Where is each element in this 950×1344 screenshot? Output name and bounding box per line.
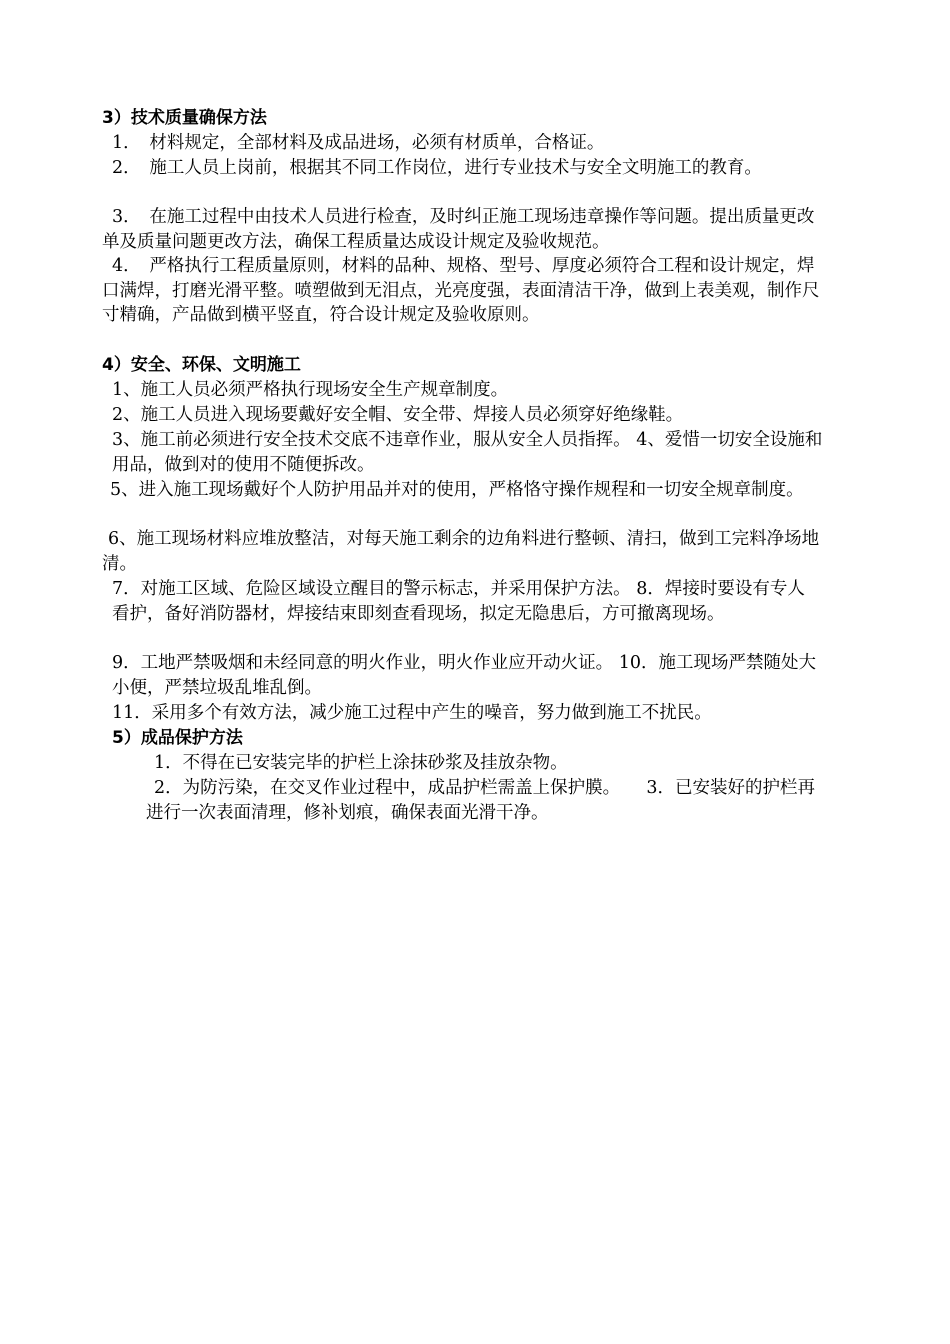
section-4-item-1: 1、施工人员必须严格执行现场安全生产规章制度。 (112, 380, 509, 400)
section-3-item-4: 4． 严格执行工程质量原则，材料的品种、规格、型号、厚度必须符合工程和设计规定，焊口满焊，打磨光滑平整。喷塑做到无泪点，光亮度强，表面清洁干净，做到上表美观，制作尺寸精确，产品做到横平竖直，符合设计规定及验收原则。 (102, 256, 820, 325)
section-4-item-9-10: 9．工地严禁吸烟和未经同意的明火作业，明火作业应开动火证。 10．施工现场严禁随处大小便，严禁垃圾乱堆乱倒。 (112, 653, 816, 698)
section-4-item-11: 11．采用多个有效方法，减少施工过程中产生的噪音，努力做到施工不扰民。 (112, 703, 712, 723)
section-5-item-1: 1．不得在已安装完毕的护栏上涂抹砂浆及挂放杂物。 (154, 753, 568, 773)
section-3-item-3: 3． 在施工过程中由技术人员进行检查，及时纠正施工现场违章操作等问题。提出质量更改单及质量问题更改方法，确保工程质量达成设计规定及验收规范。 (102, 207, 815, 252)
section-3-item-1: 1． 材料规定，全部材料及成品进场，必须有材质单，合格证。 (112, 133, 605, 153)
section-5-heading: 5）成品保护方法 (112, 728, 243, 748)
section-4-item-6: 6、施工现场材料应堆放整洁，对每天施工剩余的边角料进行整顿、清扫，做到工完料净场地清。 (102, 529, 820, 574)
section-4-item-5: 5、进入施工现场戴好个人防护用品并对的使用，严格恪守操作规程和一切安全规章制度。 (110, 480, 804, 500)
section-4-item-7-8: 7．对施工区域、危险区域设立醒目的警示标志，并采用保护方法。 8．焊接时要设有专人看护，备好消防器材，焊接结束即刻查看现场，拟定无隐患后，方可撤离现场。 (112, 579, 805, 624)
section-3-heading: 3）技术质量确保方法 (102, 108, 267, 128)
section-3-item-2: 2． 施工人员上岗前，根据其不同工作岗位，进行专业技术与安全文明施工的教育。 (112, 158, 762, 178)
section-5-item-2-3: 2．为防污染，在交叉作业过程中，成品护栏需盖上保护膜。 3．已安装好的护栏再进行一次表面清理，修补划痕，确保表面光滑干净。 (146, 778, 816, 823)
section-4-heading: 4）安全、环保、文明施工 (102, 355, 301, 375)
section-4-item-2: 2、施工人员进入现场要戴好安全帽、安全带、焊接人员必须穿好绝缘鞋。 (112, 405, 684, 425)
section-4-item-3: 3、施工前必须进行安全技术交底不违章作业，服从安全人员指挥。 4、爱惜一切安全设施和用品，做到对的使用不随便拆改。 (112, 430, 823, 475)
